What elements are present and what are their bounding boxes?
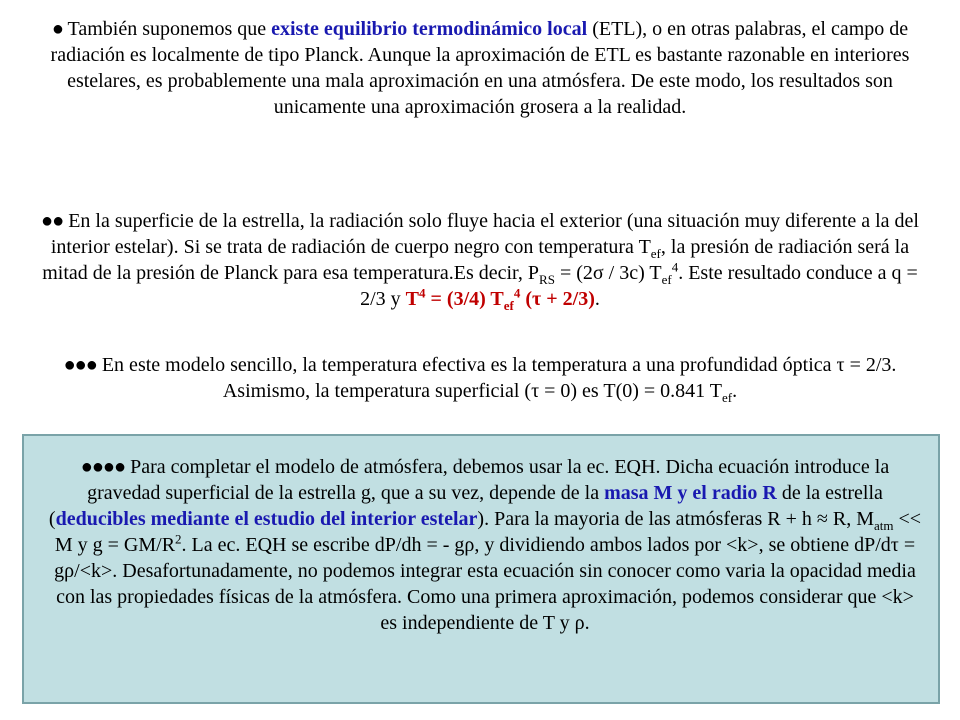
paragraph-surface-radiation — [40, 208, 920, 312]
paragraph-etl — [24, 16, 936, 120]
text: Para completar el modelo de atmósfera, debemos usar la ec. EQH. Dicha ecuación introduce la gravedad superficial de la estrella g, que a su vez, depende de la — [87, 456, 890, 504]
text: En este modelo sencillo, la temperatura efectiva es la temperatura a una profundidad óptica τ = 2/3. Asimismo, la temperatura superficial (τ = 0) es T(0) = 0.841 T — [96, 354, 897, 402]
eq-part: T — [405, 288, 420, 310]
text: , la presión de radiación será la mitad de la presión de Planck para esa temperatura.Es decir, P — [42, 236, 910, 284]
subscript-ef: ef — [503, 298, 514, 313]
bullet: ●● — [41, 210, 64, 232]
superscript-4: 4 — [419, 285, 426, 301]
paragraph-eqh — [46, 454, 924, 636]
bullet: ● — [51, 18, 63, 40]
text: (ETL), o en otras palabras, el campo de radiación es localmente de tipo Planck. Aunque la aproximación de ETL es bastante razonable en interiores estelares, es probablemente una mala aproximación en una atmósfera. De este modo, los resultados son unicamente una aproximación grosera a la realidad. — [50, 18, 910, 118]
text: También suponemos que — [62, 18, 272, 40]
text: . — [594, 288, 600, 310]
text: . Este resultado conduce a q = 2/3 y — [360, 262, 918, 310]
highlight-temperature-equation — [405, 285, 595, 313]
eq-part: = (3/4) T — [425, 288, 504, 310]
text: ). Para la mayoria de las atmósferas R + h ≈ R, M — [477, 508, 875, 530]
text: = (2σ / 3c) T — [554, 262, 662, 284]
highlight-box — [22, 434, 940, 704]
subscript-ef: ef — [661, 272, 672, 287]
subscript-ef: ef — [650, 246, 661, 261]
text: de la estrella ( — [48, 482, 883, 530]
superscript-4: 4 — [671, 259, 679, 275]
superscript-4: 4 — [513, 285, 521, 301]
bullet: ●●●● — [80, 456, 126, 478]
subscript-atm: atm — [874, 518, 894, 533]
subscript-rs: RS — [539, 272, 555, 287]
text: . — [732, 380, 738, 402]
highlight-deducible: deducibles mediante el estudio del interior estelar — [55, 508, 478, 530]
subscript-ef: ef — [722, 390, 733, 405]
text: . La ec. EQH se escribe dP/dh = - gρ, y dividiendo ambos lados por <k>, se obtiene dP/dτ = gρ/<k>. Desafortunadamente, no podemos integrar esta ecuación sin conocer como varia la opacidad media con las propiedades físicas de la atmósfera. Como una primera aproximación, podemos considerar que <k> es independiente de T y ρ. — [54, 534, 916, 634]
text: << M y g = GM/R — [54, 508, 922, 556]
text: En la superficie de la estrella, la radiación solo fluye hacia el exterior (una situación muy diferente a la del interior estelar). Si se trata de radiación de cuerpo negro con temperatura T — [50, 210, 919, 258]
highlight-etl: existe equilibrio termodinámico local — [271, 18, 588, 40]
bullet: ●●● — [63, 354, 97, 376]
superscript-2: 2 — [175, 531, 182, 547]
paragraph-effective-temperature — [40, 352, 920, 404]
eq-part: (τ + 2/3) — [520, 288, 595, 310]
highlight-mass-radius: masa M y el radio R — [604, 482, 777, 504]
